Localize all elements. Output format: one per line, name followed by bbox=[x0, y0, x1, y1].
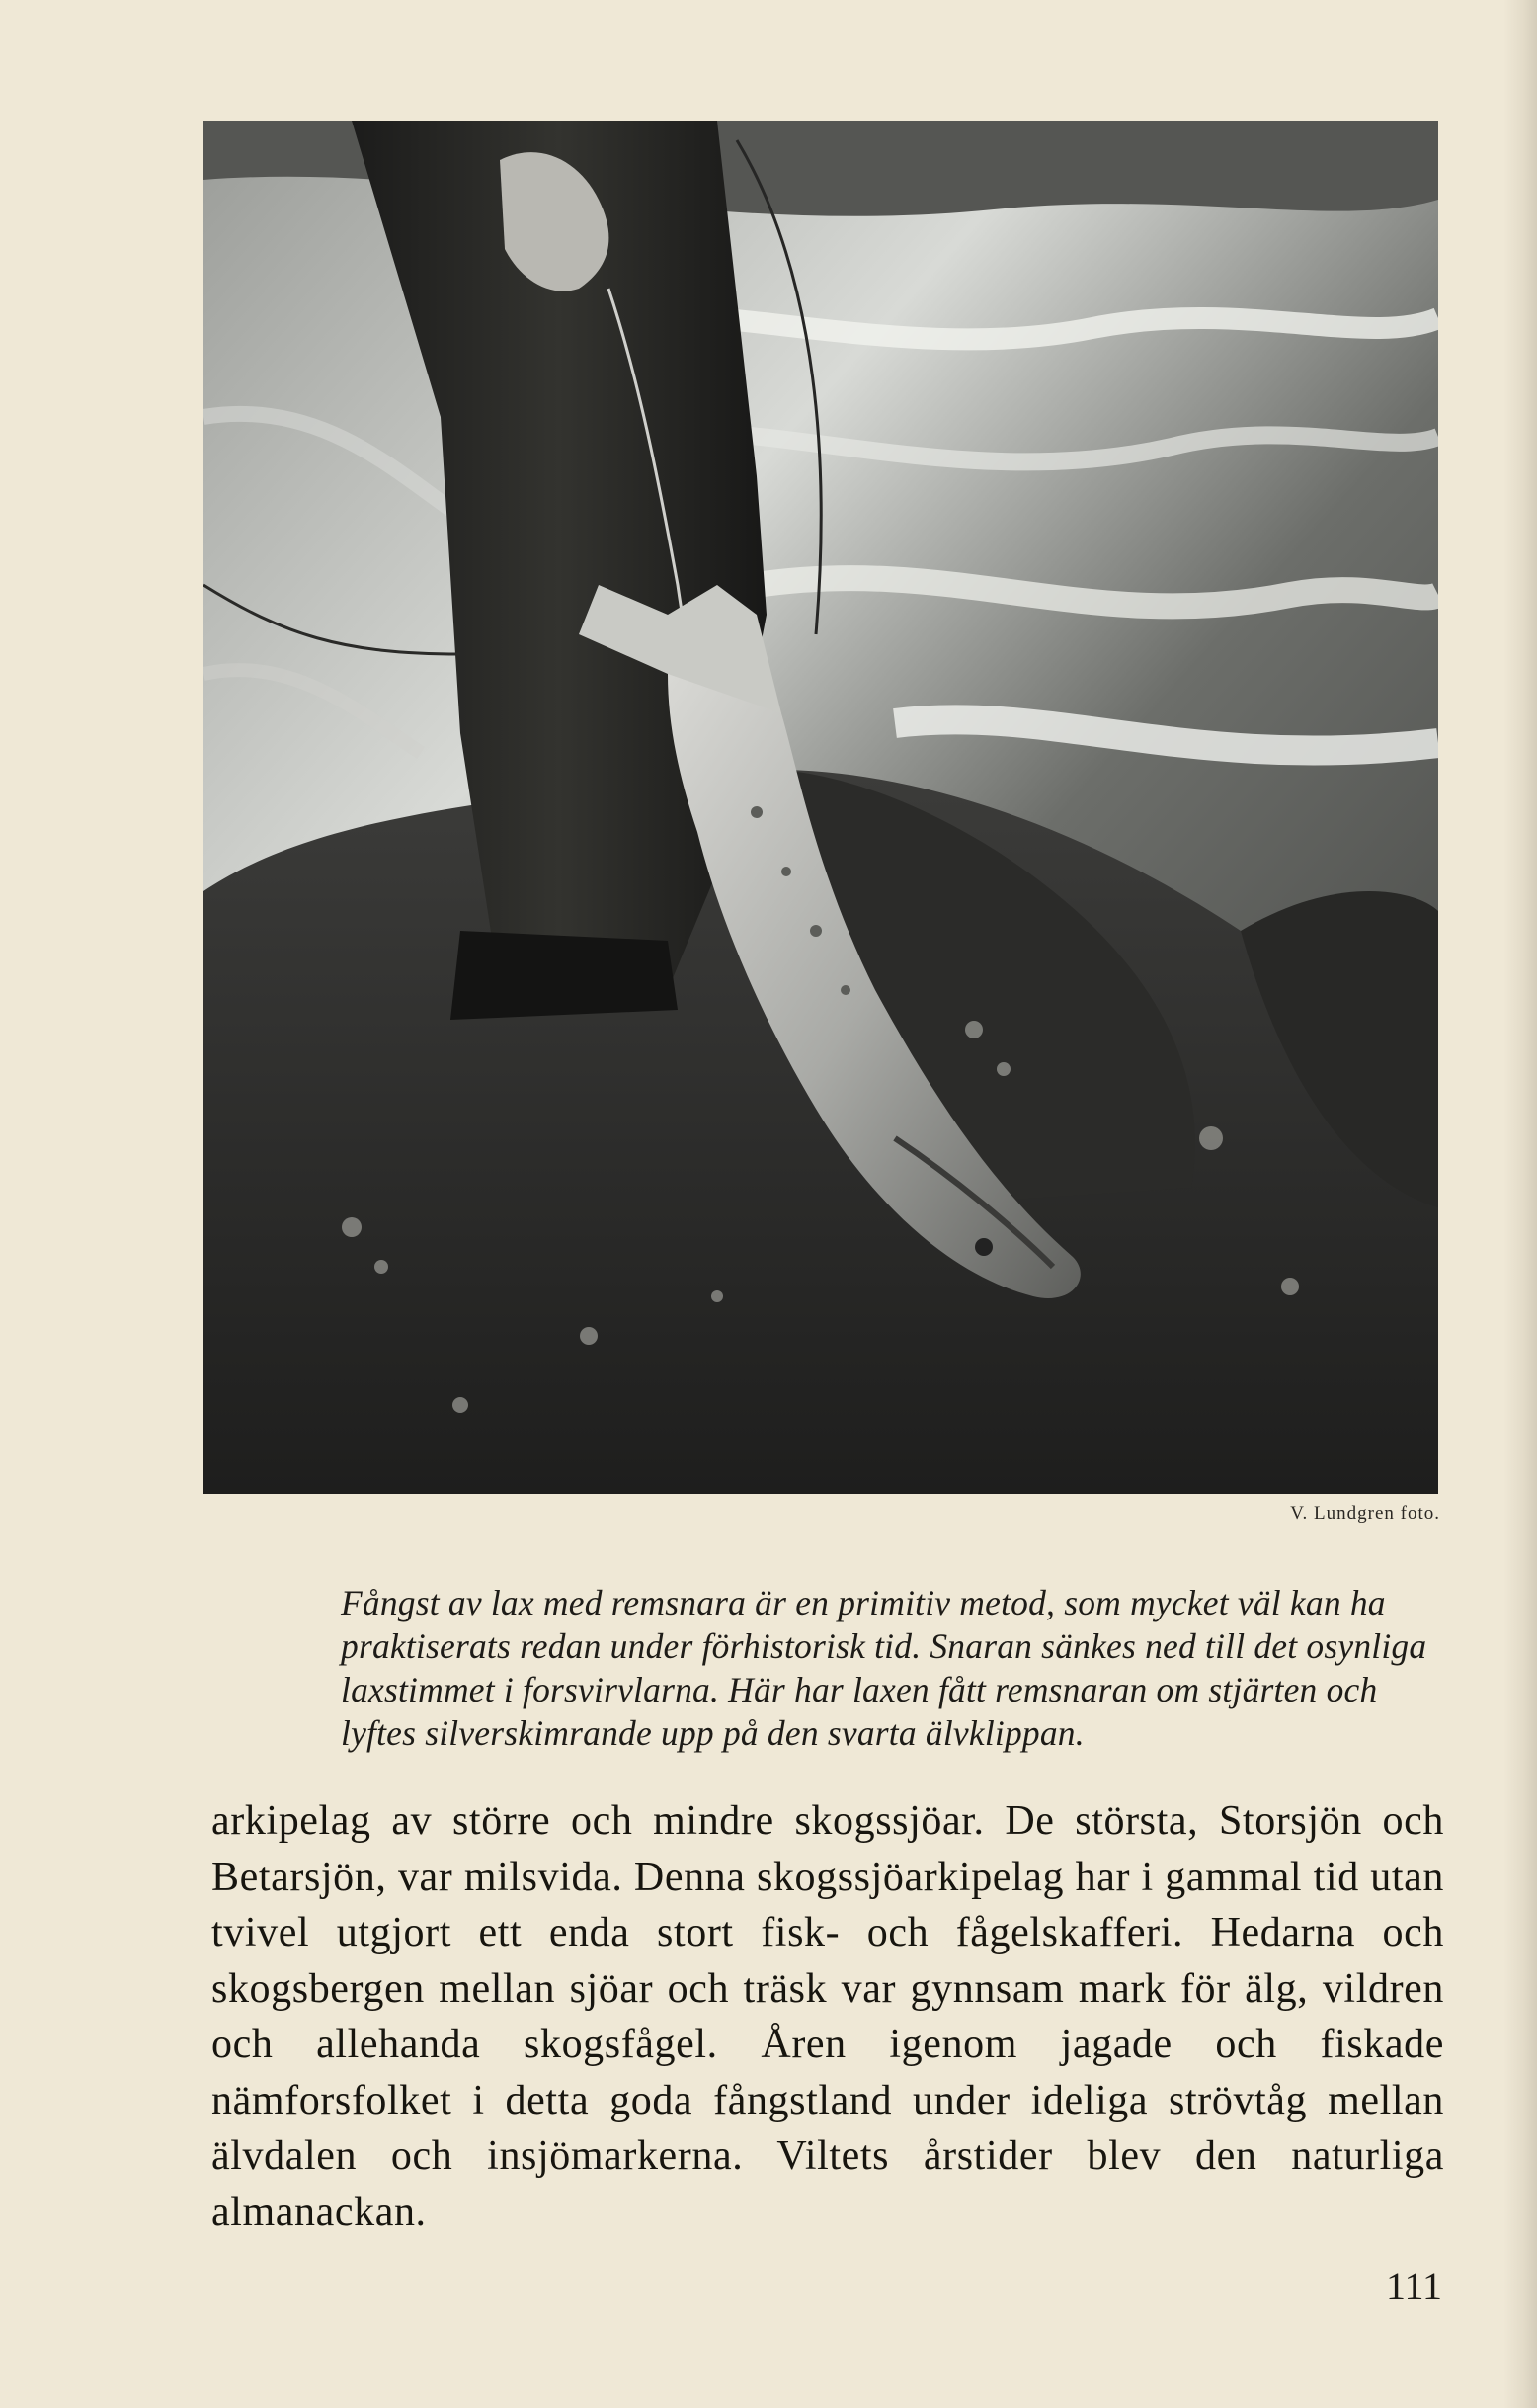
page-number: 111 bbox=[1385, 2264, 1442, 2308]
photo-caption: Fångst av lax med remsnara är en primitiv metod, som mycket väl kan ha praktiserats redan under förhistorisk tid. Snaran sänkes ned till det osynliga laxstimmet i forsvirvlarna. Här har laxen fått remsnaran om stjärten och lyftes silverskimrande upp på den svarta älvklippan. bbox=[341, 1583, 1427, 1753]
page-edge-shadow bbox=[1503, 0, 1537, 2408]
photo-illustration bbox=[203, 121, 1438, 1494]
photo-credit: V. Lundgren foto. bbox=[1290, 1503, 1440, 1524]
body-paragraph: arkipelag av större och mindre skogssjöar. De största, Storsjön och Betarsjön, var milsvida. Denna skogssjöarkipelag har i gammal tid utan tvivel utgjort ett enda stort fisk- och fågelskafferi. Hedarna och skogsbergen mellan sjöar och träsk var gynnsam mark för älg, vildren och allehanda skogsfågel. Åren igenom jagade och fiskade nämforsfolket i detta goda fångstland under ideliga strövtåg mellan älvdalen och insjömarkerna. Viltets årstider blev den naturliga almanackan. bbox=[211, 1798, 1444, 2235]
photograph-salmon-catch bbox=[203, 121, 1438, 1494]
